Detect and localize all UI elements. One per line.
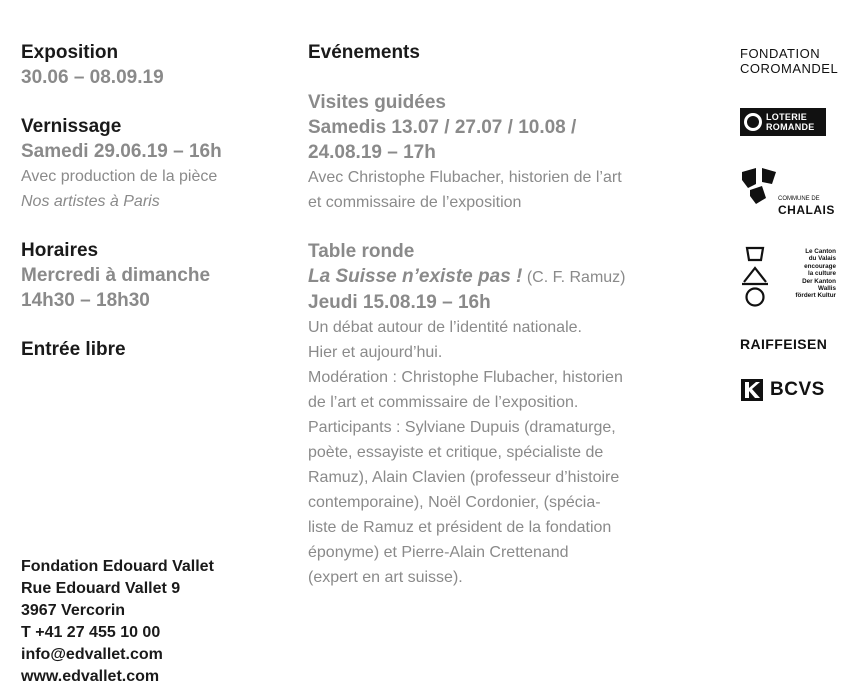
canton-line: du Valais	[808, 255, 836, 263]
events-column	[308, 40, 688, 590]
contact-website[interactable]: www.edvallet.com	[21, 668, 160, 685]
vernissage-block	[21, 114, 291, 214]
horaires-days: Mercredi à dimanche	[21, 265, 211, 286]
coromandel-line-1: FONDATION	[740, 46, 821, 61]
canton-line: Der Kanton	[802, 277, 836, 285]
table-ronde-subtitle	[308, 264, 688, 290]
visites-dates-2: 24.08.19 – 17h	[308, 142, 436, 163]
contact-phone: T +41 27 455 10 00	[21, 624, 161, 641]
horaires-block	[21, 238, 291, 313]
contact-city: 3967 Vercorin	[21, 602, 126, 619]
table-ronde-line: Hier et aujourd’hui.	[308, 344, 443, 361]
canton-line: la culture	[808, 270, 836, 278]
exposition-dates: 30.06 – 08.09.19	[21, 67, 164, 88]
table-ronde-line: (expert en art suisse).	[308, 569, 463, 586]
contact-email[interactable]: info@edvallet.com	[21, 646, 163, 663]
loterie-romande-logo	[740, 108, 826, 136]
commune-chalais-logo	[740, 166, 835, 217]
bcvs-text: BCVS	[770, 379, 825, 400]
visites-desc-1: Avec Christophe Flubacher, historien de l’art	[308, 169, 622, 186]
table-ronde-subtitle-author: (C. F. Ramuz)	[522, 269, 626, 286]
bcvs-key-icon	[740, 378, 764, 402]
visites-block	[308, 90, 688, 215]
table-ronde-subtitle-italic: La Suisse n’existe pas !	[308, 266, 523, 287]
visites-title: Visites guidées	[308, 92, 446, 113]
table-ronde-line: liste de Ramuz et président de la fondation	[308, 519, 612, 536]
exposition-block	[21, 40, 291, 90]
table-ronde-line: poète, essayiste et critique, spécialiste de	[308, 444, 604, 461]
table-ronde-date: Jeudi 15.08.19 – 16h	[308, 292, 491, 313]
entree-libre: Entrée libre	[21, 339, 126, 360]
canton-line: Le Canton	[805, 248, 836, 255]
loterie-line-2: ROMANDE	[766, 122, 815, 132]
horaires-hours: 14h30 – 18h30	[21, 290, 150, 311]
vernissage-note: Avec production de la pièce	[21, 168, 218, 185]
contact-block	[21, 556, 291, 688]
events-title: Evénements	[308, 42, 420, 63]
vernissage-play-title: Nos artistes à Paris	[21, 193, 160, 210]
table-ronde-line: contemporaine), Noël Cordonier, (spécia-	[308, 494, 601, 511]
fondation-coromandel-logo	[740, 46, 838, 76]
loterie-text	[766, 112, 815, 132]
canton-symbols-icon	[742, 246, 768, 308]
horaires-title: Horaires	[21, 240, 99, 261]
vernissage-title: Vernissage	[21, 116, 122, 137]
raiffeisen-logo: RAIFFEISEN	[740, 336, 828, 352]
canton-line: Wallis	[818, 285, 836, 293]
table-ronde-line: éponyme) et Pierre-Alain Crettenand	[308, 544, 569, 561]
contact-street: Rue Edouard Vallet 9	[21, 580, 181, 597]
visites-dates-1: Samedis 13.07 / 27.07 / 10.08 /	[308, 117, 577, 138]
table-ronde-line: Participants : Sylviane Dupuis (dramaturge,	[308, 419, 616, 436]
chalais-crest-icon	[740, 166, 780, 206]
table-ronde-line: Un débat autour de l’identité nationale.	[308, 319, 582, 336]
vernissage-date: Samedi 29.06.19 – 16h	[21, 141, 222, 162]
table-ronde-line: de l’art et commissaire de l’exposition.	[308, 394, 579, 411]
table-ronde-line: Modération : Christophe Flubacher, historien	[308, 369, 623, 386]
canton-line: fördert Kultur	[795, 292, 836, 300]
contact-name: Fondation Edouard Vallet	[21, 558, 214, 575]
info-column	[21, 40, 291, 362]
canton-text	[776, 248, 836, 300]
table-ronde-block	[308, 239, 688, 590]
visites-desc-2: et commissaire de l’exposition	[308, 194, 522, 211]
canton-line: encourage	[804, 262, 836, 270]
table-ronde-title: Table ronde	[308, 241, 415, 262]
table-ronde-line: Ramuz), Alain Clavien (professeur d’histoire	[308, 469, 620, 486]
loterie-line-1: LOTERIE	[766, 112, 808, 122]
loterie-ring-icon	[744, 113, 762, 131]
coromandel-line-2: COROMANDEL	[740, 61, 839, 76]
chalais-big-text: CHALAIS	[778, 203, 835, 217]
canton-valais-logo	[742, 246, 836, 313]
bcvs-logo	[740, 378, 825, 402]
exposition-title: Exposition	[21, 42, 119, 63]
chalais-small-text: COMMUNE DE	[778, 196, 820, 202]
